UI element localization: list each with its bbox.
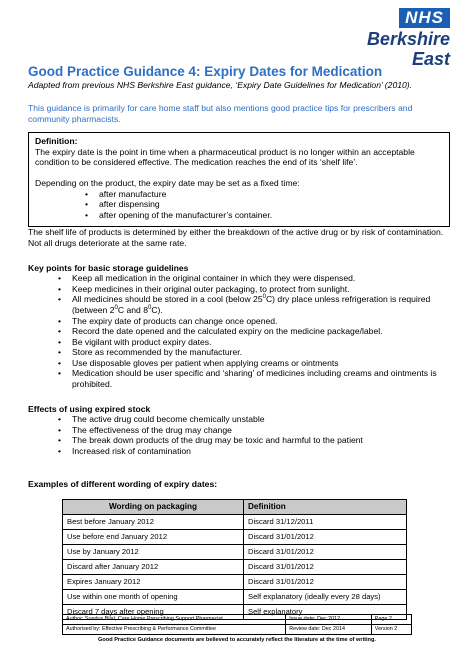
column-header: Definition bbox=[244, 500, 407, 515]
list-item: • Medication should be user specific and ‘sharing’ of medicines including creams and ointments is prohibited. bbox=[72, 368, 450, 389]
table-cell: Discard 31/01/2012 bbox=[244, 530, 407, 545]
table-header-row bbox=[63, 500, 407, 515]
list-item: • Be vigilant with product expiry dates. bbox=[72, 337, 450, 348]
list-item: • Record the date opened and the calculated expiry on the medicine package/label. bbox=[72, 326, 450, 337]
degree-mark: 0 bbox=[114, 305, 118, 312]
degree-mark: 0 bbox=[147, 305, 152, 312]
list-item: • Store as recommended by the manufacturer. bbox=[72, 347, 450, 358]
footer-page: Page 2 bbox=[371, 615, 411, 625]
list-item: • The active drug could become chemically unstable bbox=[72, 414, 450, 425]
table-cell: Discard 31/01/2012 bbox=[244, 560, 407, 575]
table-row bbox=[63, 545, 407, 560]
nhs-logo-mark: NHS bbox=[399, 8, 450, 28]
table-cell: Self explanatory (ideally every 28 days) bbox=[244, 590, 407, 605]
intro-text: This guidance is primarily for care home staff but also mentions good practice tips for prescribers and community pharmacists. bbox=[28, 103, 413, 124]
table-row bbox=[63, 560, 407, 575]
effects-list bbox=[28, 414, 450, 456]
page-subtitle: Adapted from previous NHS Berkshire East guidance, ‘Expiry Date Guidelines for Medication’ (2010). bbox=[28, 80, 413, 90]
expiry-wording-table bbox=[62, 499, 407, 620]
storage-text-3: C and 8 bbox=[117, 304, 148, 315]
footer-author: Author: Sundus Bilal, Care Home Prescribing Support Pharmacist bbox=[63, 615, 286, 625]
footer-row bbox=[63, 615, 412, 625]
table-row bbox=[63, 530, 407, 545]
footer-row bbox=[63, 625, 412, 635]
footer-review-date: Review date: Dec 2014 bbox=[286, 625, 372, 635]
list-item: • The effectiveness of the drug may change bbox=[72, 425, 450, 436]
table-row bbox=[63, 575, 407, 590]
table-row bbox=[63, 515, 407, 530]
list-item: • after manufacture bbox=[99, 189, 443, 200]
table-cell: Use within one month of opening bbox=[63, 590, 244, 605]
footer-note: Good Practice Guidance documents are believed to accurately reflect the literature at the time of writing. bbox=[98, 637, 376, 643]
table-cell: Best before January 2012 bbox=[63, 515, 244, 530]
page-title: Good Practice Guidance 4: Expiry Dates for Medication bbox=[28, 64, 383, 79]
footer-version: Version 2 bbox=[371, 625, 411, 635]
list-item: • after opening of the manufacturer’s container. bbox=[99, 210, 443, 221]
definition-depending: Depending on the product, the expiry date may be set as a fixed time: bbox=[35, 177, 300, 188]
list-item: • The break down products of the drug may be toxic and harmful to the patient bbox=[72, 435, 450, 446]
list-item: • Keep medicines in their original outer packaging, to protect from sunlight. bbox=[72, 284, 450, 295]
footer-issue-date: Issue date: Dec 2012 bbox=[286, 615, 372, 625]
definition-list bbox=[35, 189, 443, 221]
shelf-life-text: The shelf life of products is determined by either the breakdown of the active drug or by risk of contamination. Not all drugs deteriorate at the same rate. bbox=[28, 227, 444, 248]
table-cell: Discard after January 2012 bbox=[63, 560, 244, 575]
table-cell: Discard 7 days after opening bbox=[63, 605, 244, 620]
definition-box bbox=[28, 132, 450, 227]
table-cell: Use by January 2012 bbox=[63, 545, 244, 560]
storage-text-2: C) dry place unless refrigeration is required (between 2 bbox=[72, 294, 431, 315]
document-content bbox=[28, 64, 450, 620]
key-points-list bbox=[28, 273, 450, 390]
table-cell: Expires January 2012 bbox=[63, 575, 244, 590]
list-item: • Use disposable gloves per patient when applying creams or ointments bbox=[72, 358, 450, 369]
table-cell: Self explanatory bbox=[244, 605, 407, 620]
column-header: Wording on packaging bbox=[63, 500, 244, 515]
list-item: • after dispensing bbox=[99, 199, 443, 210]
table-cell: Discard 31/01/2012 bbox=[244, 575, 407, 590]
definition-text: The expiry date is the point in time when a pharmaceutical product is no longer within an acceptable condition to be considered effective. The medication reaches the end of its ‘shelf life’. bbox=[35, 146, 415, 168]
key-points-heading: Key points for basic storage guidelines bbox=[28, 262, 189, 273]
storage-text-1: All medicines should be stored in a cool (below 25 bbox=[72, 294, 263, 305]
degree-mark: 0 bbox=[262, 294, 266, 301]
page-footer bbox=[62, 614, 412, 643]
list-item: • The expiry date of products can change once opened. bbox=[72, 316, 450, 327]
effects-heading: Effects of using expired stock bbox=[28, 403, 151, 414]
footer-table bbox=[62, 614, 412, 635]
nhs-logo bbox=[330, 8, 450, 69]
storage-text-4: C). bbox=[151, 304, 163, 315]
list-item-storage bbox=[72, 294, 450, 315]
list-item: • Increased risk of contamination bbox=[72, 446, 450, 457]
table-row bbox=[63, 590, 407, 605]
list-item: • Keep all medication in the original container in which they were dispensed. bbox=[72, 273, 450, 284]
table-cell: Discard 31/12/2011 bbox=[244, 515, 407, 530]
examples-heading: Examples of different wording of expiry dates: bbox=[28, 478, 218, 489]
table-cell: Use before end January 2012 bbox=[63, 530, 244, 545]
org-name: Berkshire East bbox=[366, 29, 450, 69]
table-cell: Discard 31/01/2012 bbox=[244, 545, 407, 560]
definition-heading: Definition: bbox=[35, 136, 78, 147]
footer-authorised: Authorised by: Effective Prescribing & Performance Committee bbox=[63, 625, 286, 635]
